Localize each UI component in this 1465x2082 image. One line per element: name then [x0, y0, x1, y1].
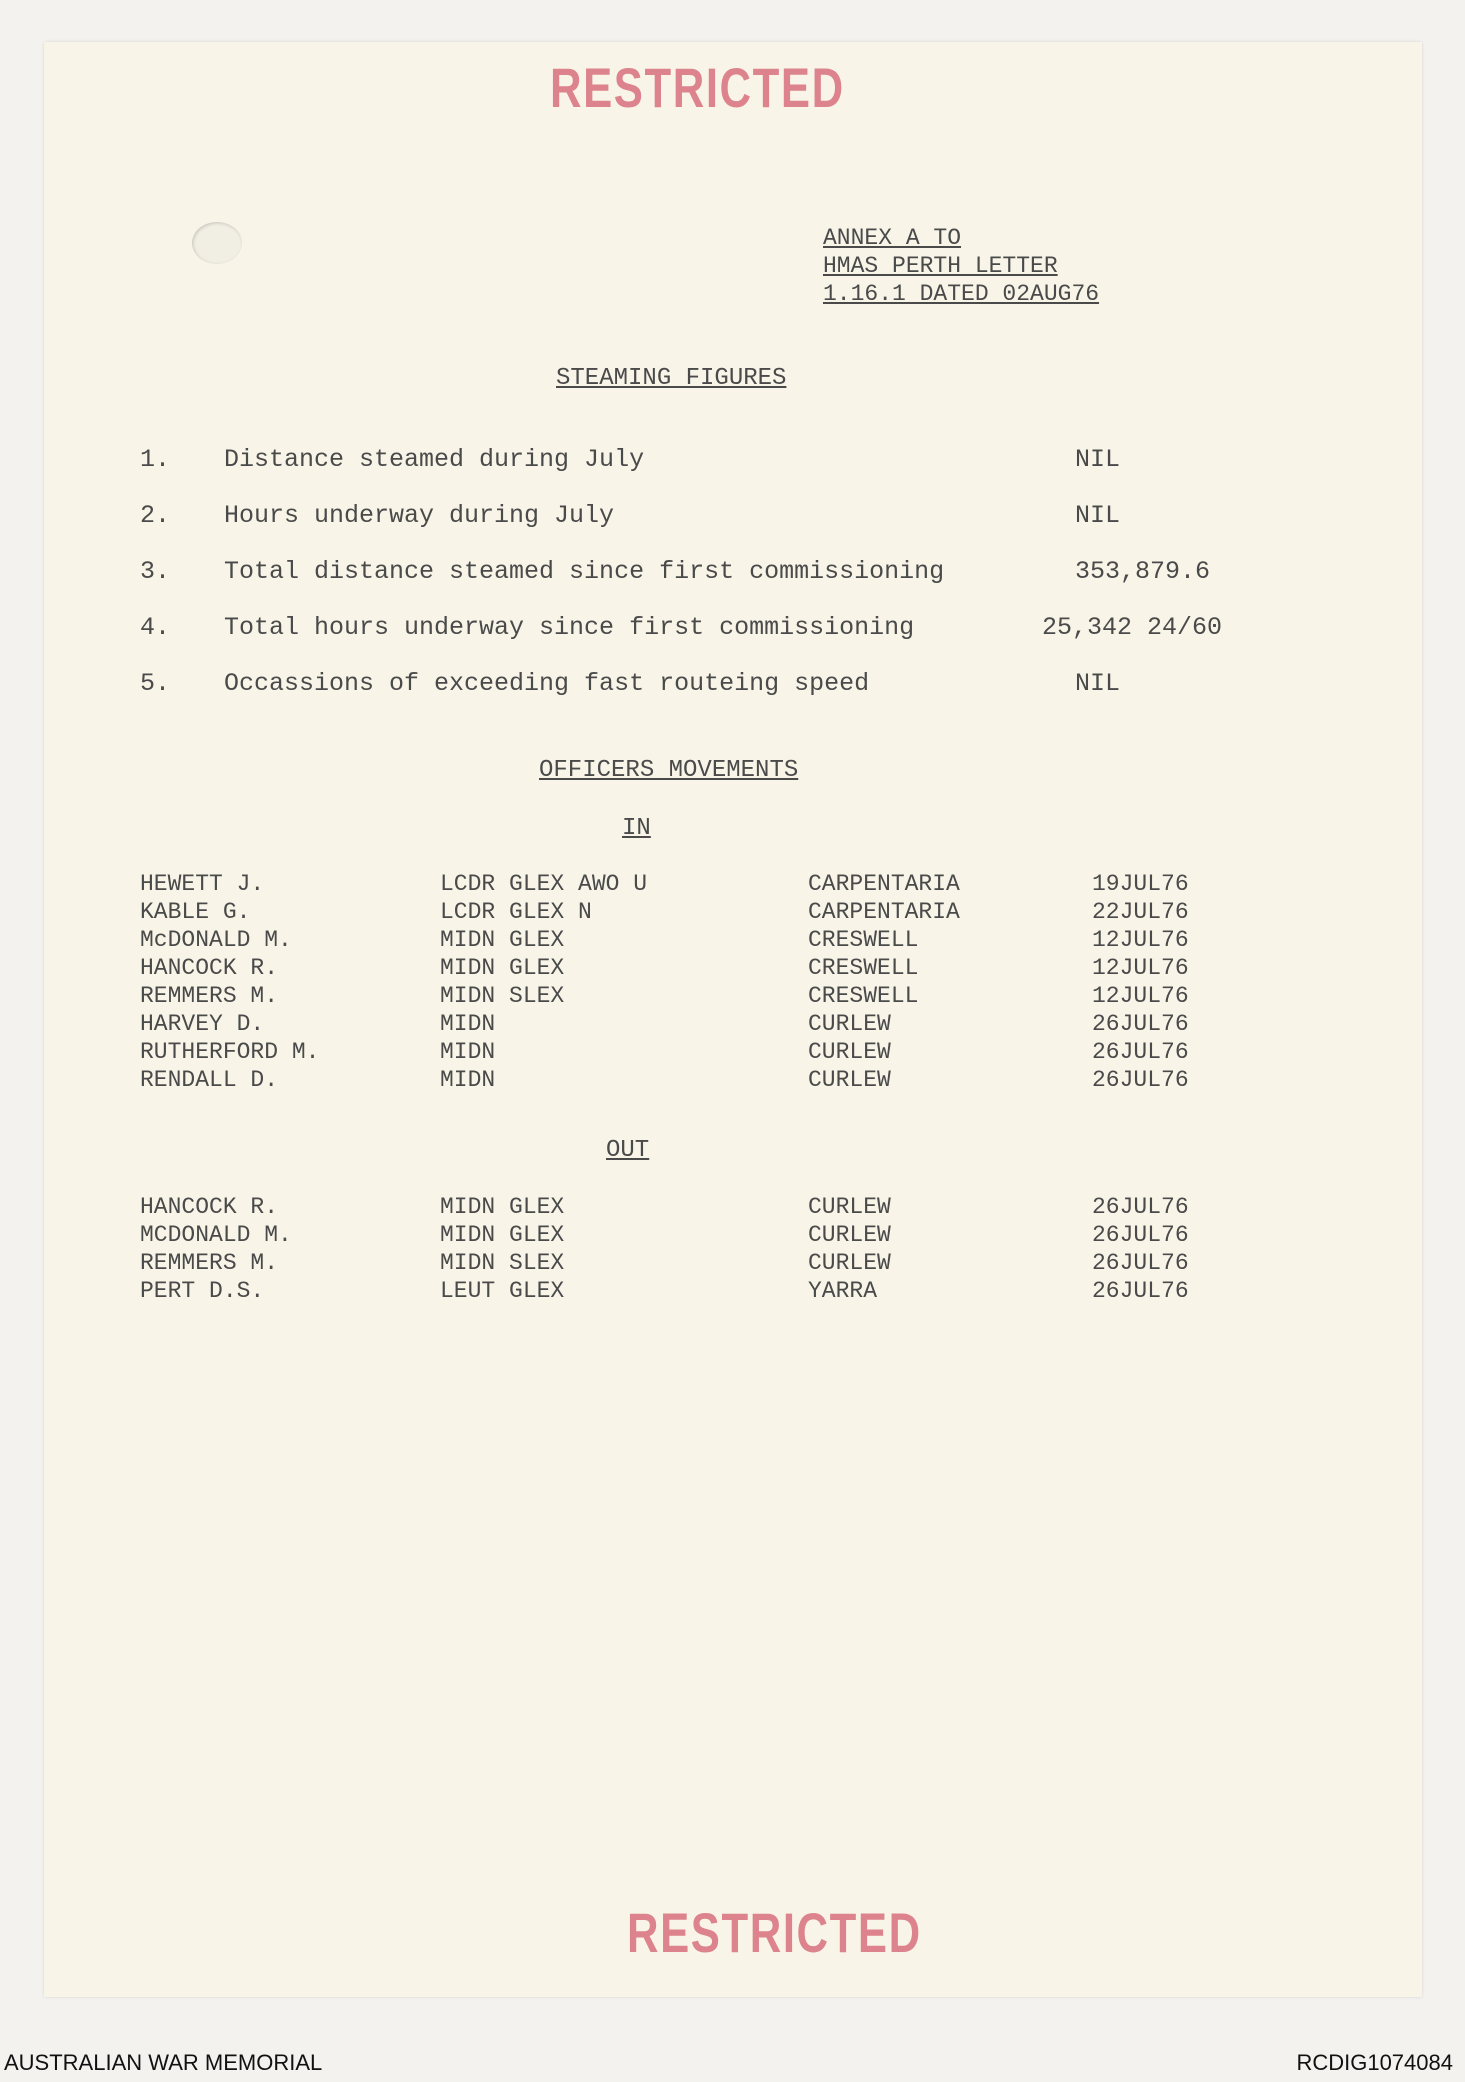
officer-rank: MIDN: [440, 1039, 496, 1065]
table-row: [140, 954, 1240, 982]
movement-date: 26JUL76: [1092, 1222, 1189, 1248]
annex-line: HMAS PERTH LETTER: [823, 253, 1058, 279]
officer-ship: CURLEW: [808, 1250, 891, 1276]
item-description: Total hours underway since first commissioning: [224, 613, 915, 642]
steaming-item: [140, 613, 1290, 669]
table-row: [140, 1221, 1240, 1249]
officer-rank: MIDN GLEX: [440, 927, 565, 953]
officer-name: RENDALL D.: [140, 1067, 279, 1093]
item-value: 25,342 24/60: [1042, 613, 1223, 642]
officer-rank: LCDR GLEX N: [440, 899, 592, 925]
in-subtitle: IN: [622, 815, 651, 842]
officer-name: HEWETT J.: [140, 871, 265, 897]
officer-ship: YARRA: [808, 1278, 878, 1304]
item-value: 353,879.6: [1075, 557, 1211, 586]
table-row: [140, 982, 1240, 1010]
officer-name: KABLE G.: [140, 899, 251, 925]
item-number: 5.: [140, 669, 171, 698]
officer-rank: MIDN: [440, 1011, 496, 1037]
officer-ship: CARPENTARIA: [808, 899, 960, 925]
table-row: [140, 1277, 1240, 1305]
annex-line: ANNEX A TO: [823, 225, 962, 251]
restricted-stamp-bottom: RESTRICTED: [627, 1901, 922, 1964]
officer-ship: CURLEW: [808, 1222, 891, 1248]
officer-ship: CRESWELL: [808, 983, 919, 1009]
officers-out-list: [140, 1193, 1240, 1305]
officer-rank: MIDN: [440, 1067, 496, 1093]
officer-rank: MIDN GLEX: [440, 955, 565, 981]
officer-ship: CURLEW: [808, 1067, 891, 1093]
item-description: Occassions of exceeding fast routeing speed: [224, 669, 870, 698]
movement-date: 22JUL76: [1092, 899, 1189, 925]
table-row: [140, 1066, 1240, 1094]
archive-id: RCDIG1074084: [1296, 2050, 1453, 2075]
movement-date: 12JUL76: [1092, 927, 1189, 953]
movement-date: 26JUL76: [1092, 1250, 1189, 1276]
officer-name: REMMERS M.: [140, 1250, 279, 1276]
item-value: NIL: [1075, 669, 1121, 698]
steaming-figures-title: STEAMING FIGURES: [556, 365, 787, 392]
item-description: Hours underway during July: [224, 501, 615, 530]
restricted-stamp-top: RESTRICTED: [550, 56, 845, 119]
officer-rank: MIDN GLEX: [440, 1222, 565, 1248]
punch-hole: [192, 222, 242, 264]
steaming-item: [140, 557, 1290, 613]
table-row: [140, 1010, 1240, 1038]
steaming-item: [140, 501, 1290, 557]
officer-ship: CURLEW: [808, 1194, 891, 1220]
officer-name: MCDONALD M.: [140, 1222, 292, 1248]
officer-ship: CRESWELL: [808, 955, 919, 981]
officer-rank: MIDN GLEX: [440, 1194, 565, 1220]
officer-ship: CURLEW: [808, 1011, 891, 1037]
officer-rank: MIDN SLEX: [440, 983, 565, 1009]
officer-name: HANCOCK R.: [140, 1194, 279, 1220]
officer-name: RUTHERFORD M.: [140, 1039, 320, 1065]
table-row: [140, 926, 1240, 954]
officer-name: HARVEY D.: [140, 1011, 265, 1037]
officer-name: HANCOCK R.: [140, 955, 279, 981]
officers-in-list: [140, 870, 1240, 1094]
steaming-item: [140, 669, 1290, 725]
archive-credit: AUSTRALIAN WAR MEMORIAL: [4, 2050, 323, 2075]
officer-name: REMMERS M.: [140, 983, 279, 1009]
officers-movements-title: OFFICERS MOVEMENTS: [539, 757, 799, 784]
table-row: [140, 1193, 1240, 1221]
movement-date: 26JUL76: [1092, 1067, 1189, 1093]
item-value: NIL: [1075, 445, 1121, 474]
annex-reference: [823, 224, 1099, 308]
item-number: 1.: [140, 445, 171, 474]
item-description: Distance steamed during July: [224, 445, 645, 474]
officer-name: McDONALD M.: [140, 927, 292, 953]
out-subtitle: OUT: [606, 1137, 650, 1164]
officer-name: PERT D.S.: [140, 1278, 265, 1304]
movement-date: 26JUL76: [1092, 1194, 1189, 1220]
table-row: [140, 1038, 1240, 1066]
item-number: 3.: [140, 557, 171, 586]
movement-date: 19JUL76: [1092, 871, 1189, 897]
annex-line: 1.16.1 DATED 02AUG76: [823, 281, 1100, 307]
officer-rank: LEUT GLEX: [440, 1278, 565, 1304]
movement-date: 26JUL76: [1092, 1011, 1189, 1037]
officer-ship: CARPENTARIA: [808, 871, 960, 897]
officer-rank: MIDN SLEX: [440, 1250, 565, 1276]
officer-ship: CURLEW: [808, 1039, 891, 1065]
movement-date: 12JUL76: [1092, 983, 1189, 1009]
officer-ship: CRESWELL: [808, 927, 919, 953]
table-row: [140, 1249, 1240, 1277]
steaming-figures-list: [140, 445, 1290, 725]
steaming-item: [140, 445, 1290, 501]
movement-date: 12JUL76: [1092, 955, 1189, 981]
item-description: Total distance steamed since first commissioning: [224, 557, 945, 586]
table-row: [140, 898, 1240, 926]
item-number: 4.: [140, 613, 171, 642]
item-number: 2.: [140, 501, 171, 530]
item-value: NIL: [1075, 501, 1121, 530]
officer-rank: LCDR GLEX AWO U: [440, 871, 648, 897]
movement-date: 26JUL76: [1092, 1039, 1189, 1065]
movement-date: 26JUL76: [1092, 1278, 1189, 1304]
table-row: [140, 870, 1240, 898]
